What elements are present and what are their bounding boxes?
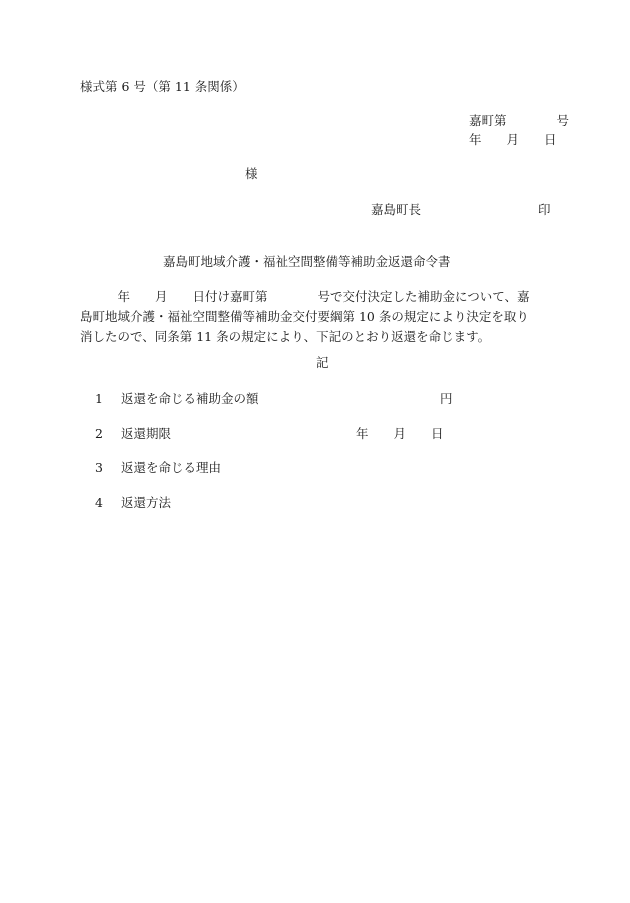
item-number: 1 xyxy=(95,391,103,406)
ki-heading: 記 xyxy=(316,355,329,370)
item-number: 2 xyxy=(95,426,103,441)
item-value: 年 月 日 xyxy=(356,426,444,441)
issuer-name: 嘉島町長 xyxy=(371,202,422,217)
body-line: 消したので、同条第 11 条の規定により、下記のとおり返還を命じます。 xyxy=(80,329,491,344)
item-number: 3 xyxy=(95,460,103,475)
seal-mark: 印 xyxy=(538,202,551,217)
form-label: 様式第 6 号（第 11 条関係） xyxy=(80,79,245,94)
body-line: 島町地域介護・福祉空間整備等補助金交付要綱第 10 条の規定により決定を取り xyxy=(80,309,529,324)
item-value: 円 xyxy=(440,391,453,406)
body-paragraph xyxy=(80,287,566,347)
item-label: 返還を命じる補助金の額 xyxy=(121,391,259,406)
item-number: 4 xyxy=(95,495,103,510)
addressee-suffix: 様 xyxy=(245,166,258,181)
document-date: 年 月 日 xyxy=(469,132,557,147)
body-line: 年 月 日付け嘉町第 号で交付決定した補助金について、嘉 xyxy=(80,289,530,304)
document-title: 嘉島町地域介護・福祉空間整備等補助金返還命令書 xyxy=(163,254,451,269)
item-label: 返還を命じる理由 xyxy=(121,460,222,475)
item-label: 返還期限 xyxy=(121,426,172,441)
item-label: 返還方法 xyxy=(121,495,172,510)
document-number: 嘉町第 号 xyxy=(469,113,570,128)
